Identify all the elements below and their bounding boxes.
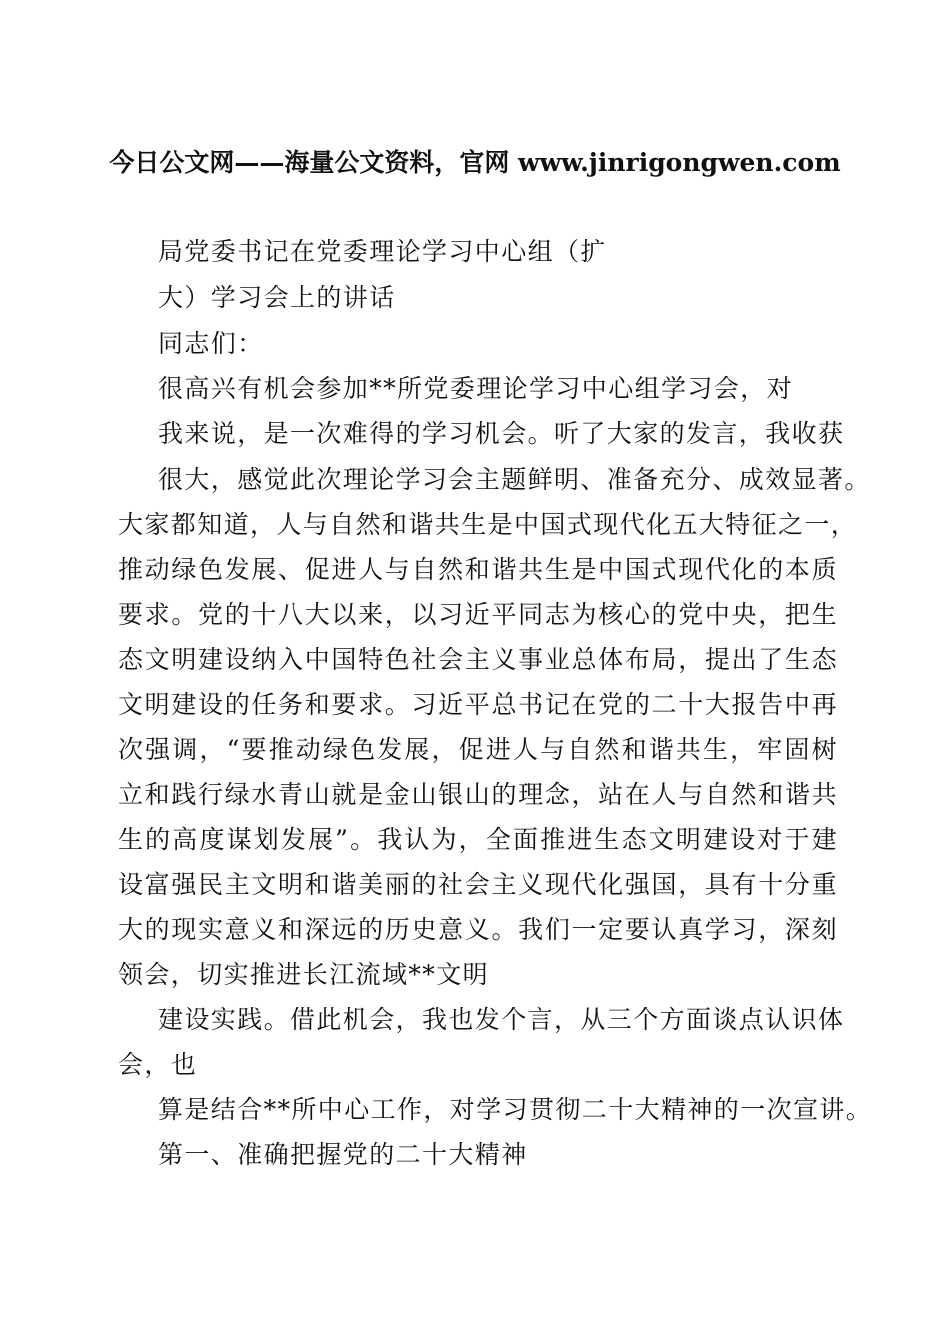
body-line: 很大，感觉此次理论学习会主题鲜明、准备充分、成效显著。 <box>158 465 871 494</box>
body-line: 很高兴有机会参加**所党委理论学习中心组学习会，对 <box>158 374 794 403</box>
body-line: 建设实践。借此机会，我也发个言，从三个方面谈点认识体 <box>158 1005 845 1034</box>
body-line: 大家都知道，人与自然和谐共生是中国式现代化五大特征之一， <box>118 510 858 539</box>
body-line: 我来说，是一次难得的学习机会。听了大家的发言，我收获 <box>158 419 845 448</box>
body-line: 要求。党的十八大以来，以习近平同志为核心的党中央，把生 <box>118 600 838 629</box>
body-line: 立和践行绿水青山就是金山银山的理念，站在人与自然和谐共 <box>118 780 838 809</box>
body-line: 态文明建设纳入中国特色社会主义事业总体布局，提出了生态 <box>118 645 838 674</box>
doc-title-line-1: 局党委书记在党委理论学习中心组（扩 <box>158 237 607 266</box>
salutation: 同志们： <box>158 329 264 358</box>
body-line: 算是结合**所中心工作，对学习贯彻二十大精神的一次宣讲。 <box>158 1095 873 1124</box>
body-line: 生的高度谋划发展”。我认为，全面推进生态文明建设对于建 <box>118 825 838 854</box>
doc-title-line-2: 大）学习会上的讲话 <box>158 283 396 312</box>
body-line: 设富强民主文明和谐美丽的社会主义现代化强国，具有十分重 <box>118 870 838 899</box>
body-line: 大的现实意义和深远的历史意义。我们一定要认真学习，深刻 <box>118 915 838 944</box>
body-line: 会，也 <box>118 1050 198 1079</box>
body-line: 次强调，“要推动绿色发展，促进人与自然和谐共生，牢固树 <box>118 735 838 764</box>
body-line: 推动绿色发展、促进人与自然和谐共生是中国式现代化的本质 <box>118 555 838 584</box>
section-heading: 第一、准确把握党的二十大精神 <box>158 1140 528 1169</box>
site-banner: 今日公文网——海量公文资料，官网 www.jinrigongwen.com <box>109 148 841 177</box>
body-line: 领会，切实推进长江流域**文明 <box>118 960 490 989</box>
body-line: 文明建设的任务和要求。习近平总书记在党的二十大报告中再 <box>118 690 838 719</box>
